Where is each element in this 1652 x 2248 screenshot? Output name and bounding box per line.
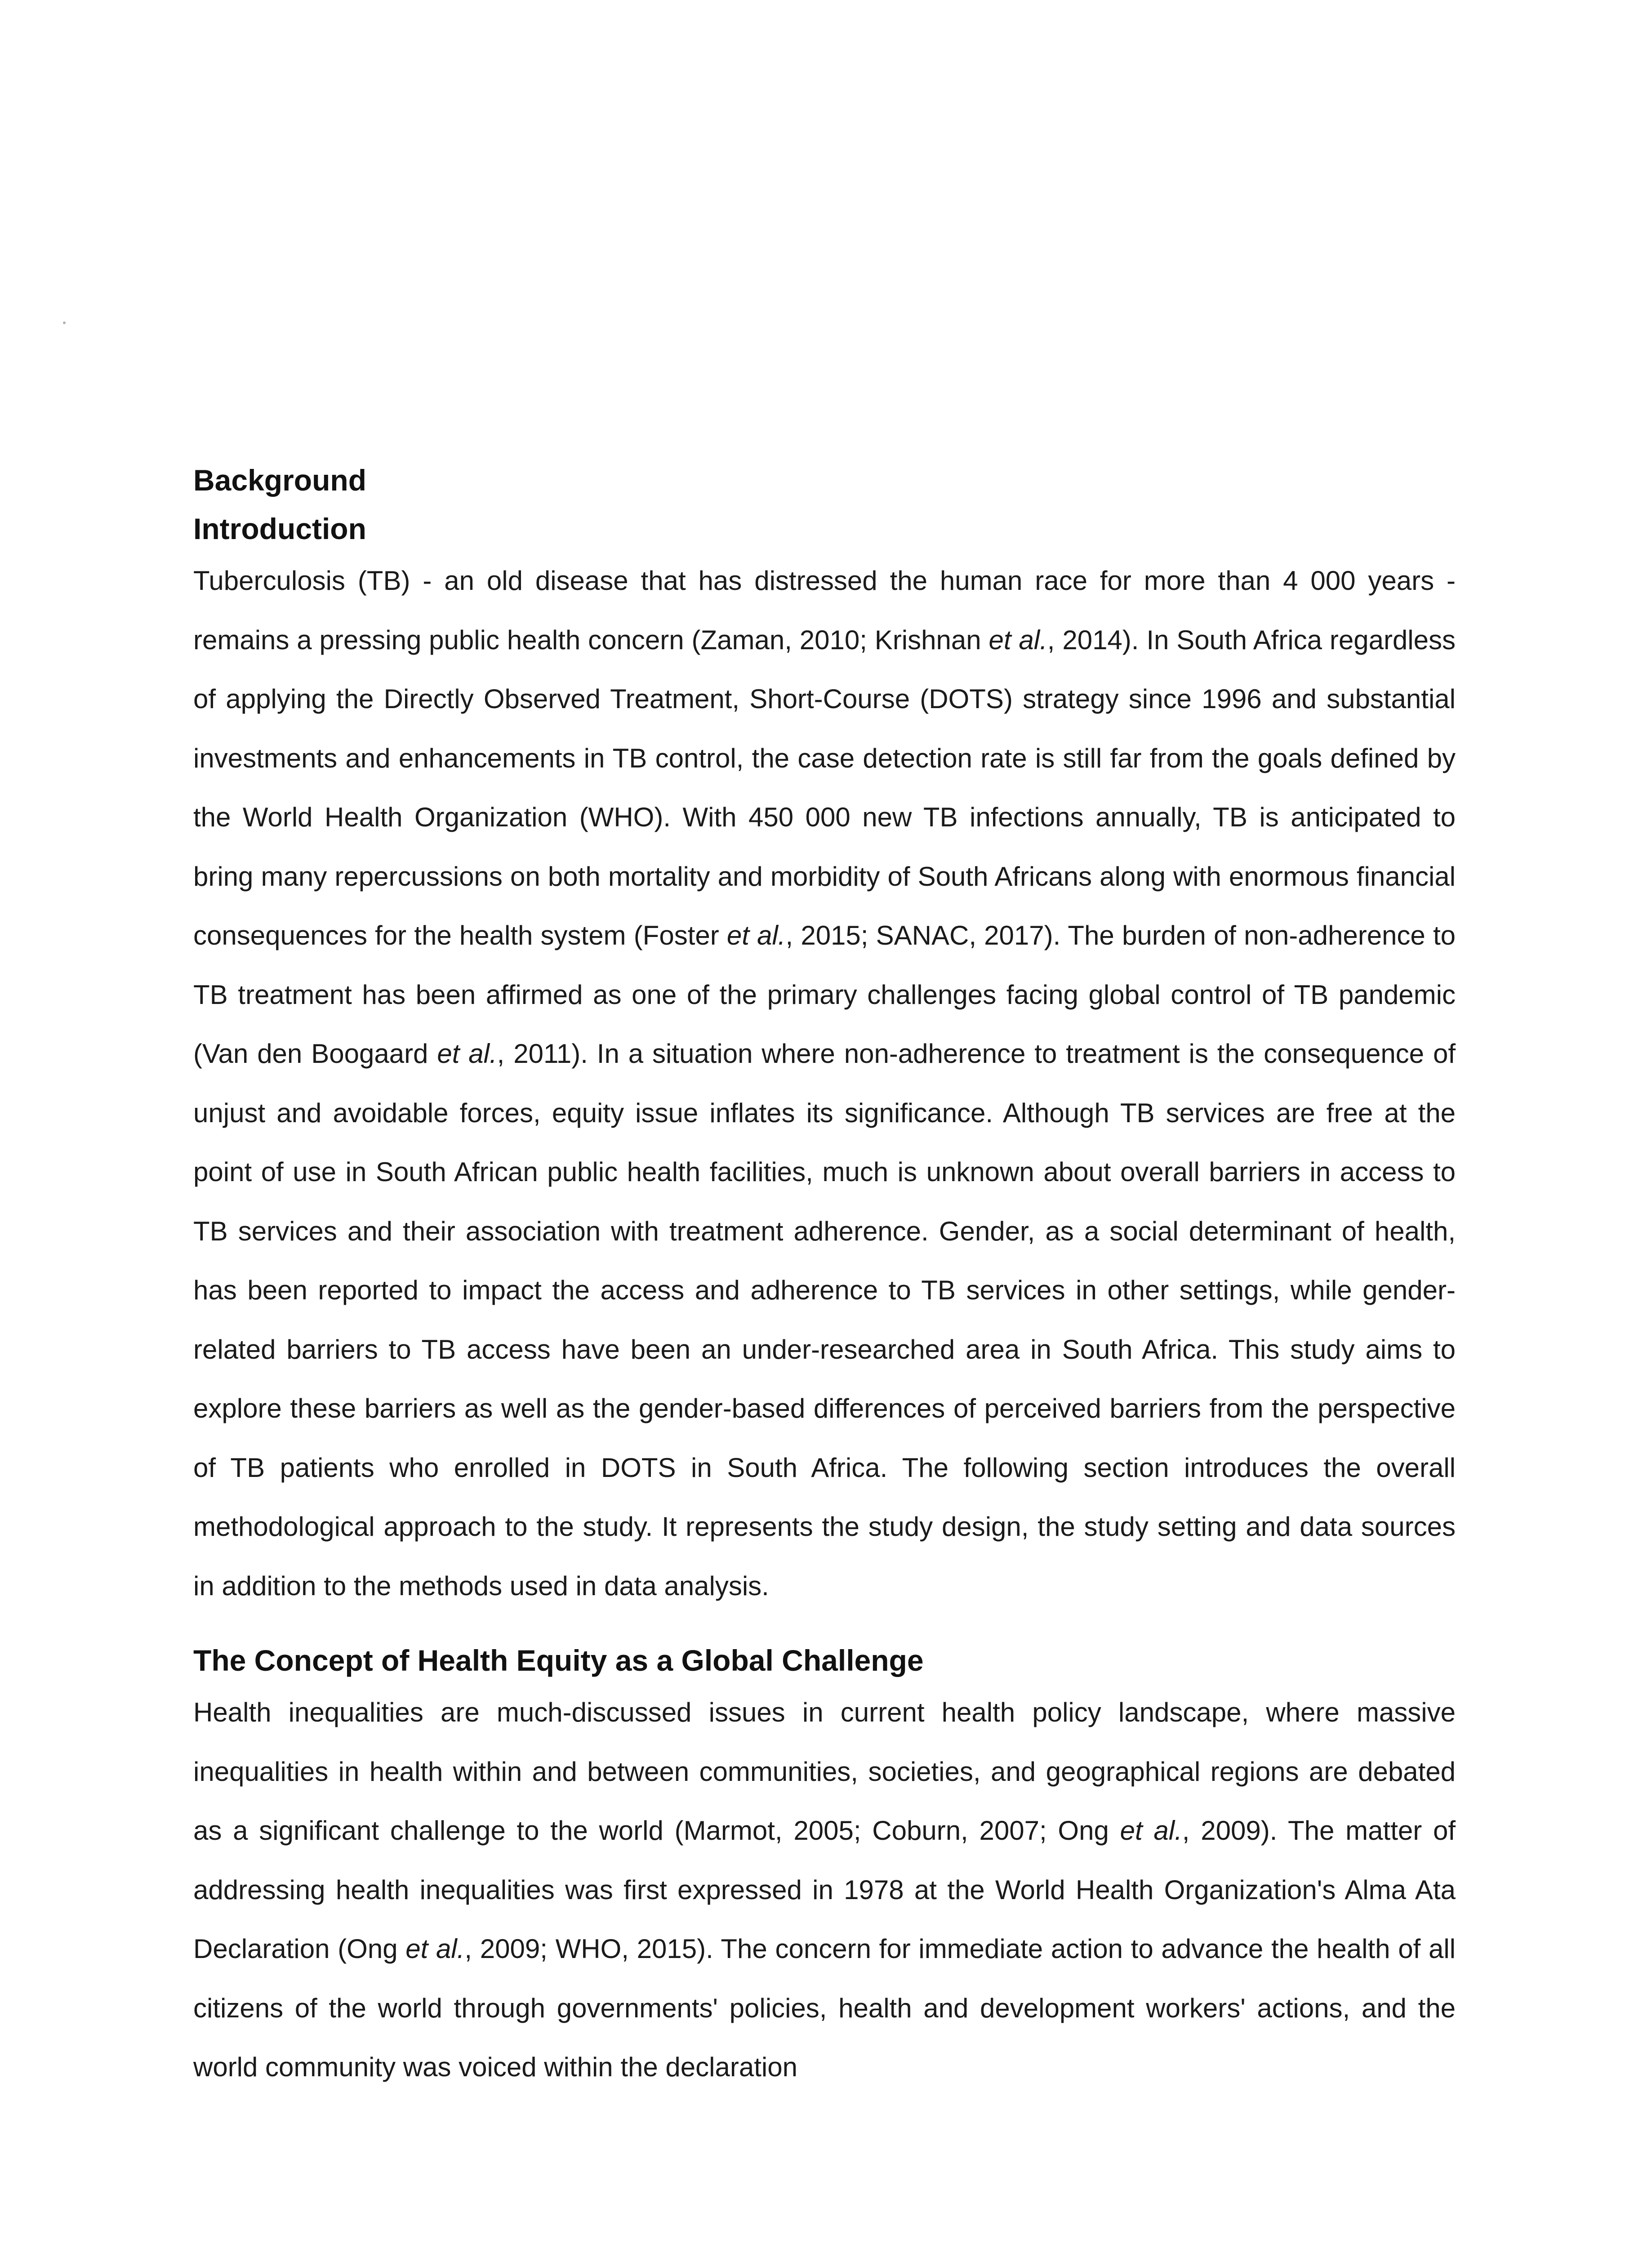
section-heading-background: Background — [193, 464, 367, 497]
health-equity-paragraph: Health inequalities are much-discussed issues in current health policy landscape, where massive inequalities in health within and between communities, societies, and geographical regions are debated as a significant challenge to the world (Marmot, 2005; Coburn, 2007; Ong et al., 2009). The matter of addressing health inequalities was first expressed in 1978 at the World Health Organization's Alma Ata Declaration (Ong et al., 2009; WHO, 2015). The concern for immediate action to advance the health of all citizens of the world through governments' policies, health and development workers' actions, and the world community was voiced within the declaration — [193, 1697, 1456, 2082]
subsection-heading-health-equity: The Concept of Health Equity as a Global Challenge — [193, 1644, 924, 1677]
stray-dot — [63, 321, 66, 324]
page-content — [193, 454, 1456, 2097]
subsection-heading-introduction: Introduction — [193, 512, 366, 545]
introduction-paragraph: Tuberculosis (TB) - an old disease that has distressed the human race for more than 4 000 years - remains a pressing public health concern (Zaman, 2010; Krishnan et al., 2014). In South Africa regardless of applying the Directly Observed Treatment, Short-Course (DOTS) strategy since 1996 and substantial investments and enhancements in TB control, the case detection rate is still far from the goals defined by the World Health Organization (WHO). With 450 000 new TB infections annually, TB is anticipated to bring many repercussions on both mortality and morbidity of South Africans along with enormous financial consequences for the health system (Foster et al., 2015; SANAC, 2017). The burden of non-adherence to TB treatment has been affirmed as one of the primary challenges facing global control of TB pandemic (Van den Boogaard et al., 2011). In a situation where non-adherence to treatment is the consequence of unjust and avoidable forces, equity issue inflates its significance. Although TB services are free at the point of use in South African public health facilities, much is unknown about overall barriers in access to TB services and their association with treatment adherence. Gender, as a social determinant of health, has been reported to impact the access and adherence to TB services in other settings, while gender-related barriers to TB access have been an under-researched area in South Africa. This study aims to explore these barriers as well as the gender-based differences of perceived barriers from the perspective of TB patients who enrolled in DOTS in South Africa. The following section introduces the overall methodological approach to the study. It represents the study design, the study setting and data sources in addition to the methods used in data analysis. — [193, 566, 1456, 1601]
